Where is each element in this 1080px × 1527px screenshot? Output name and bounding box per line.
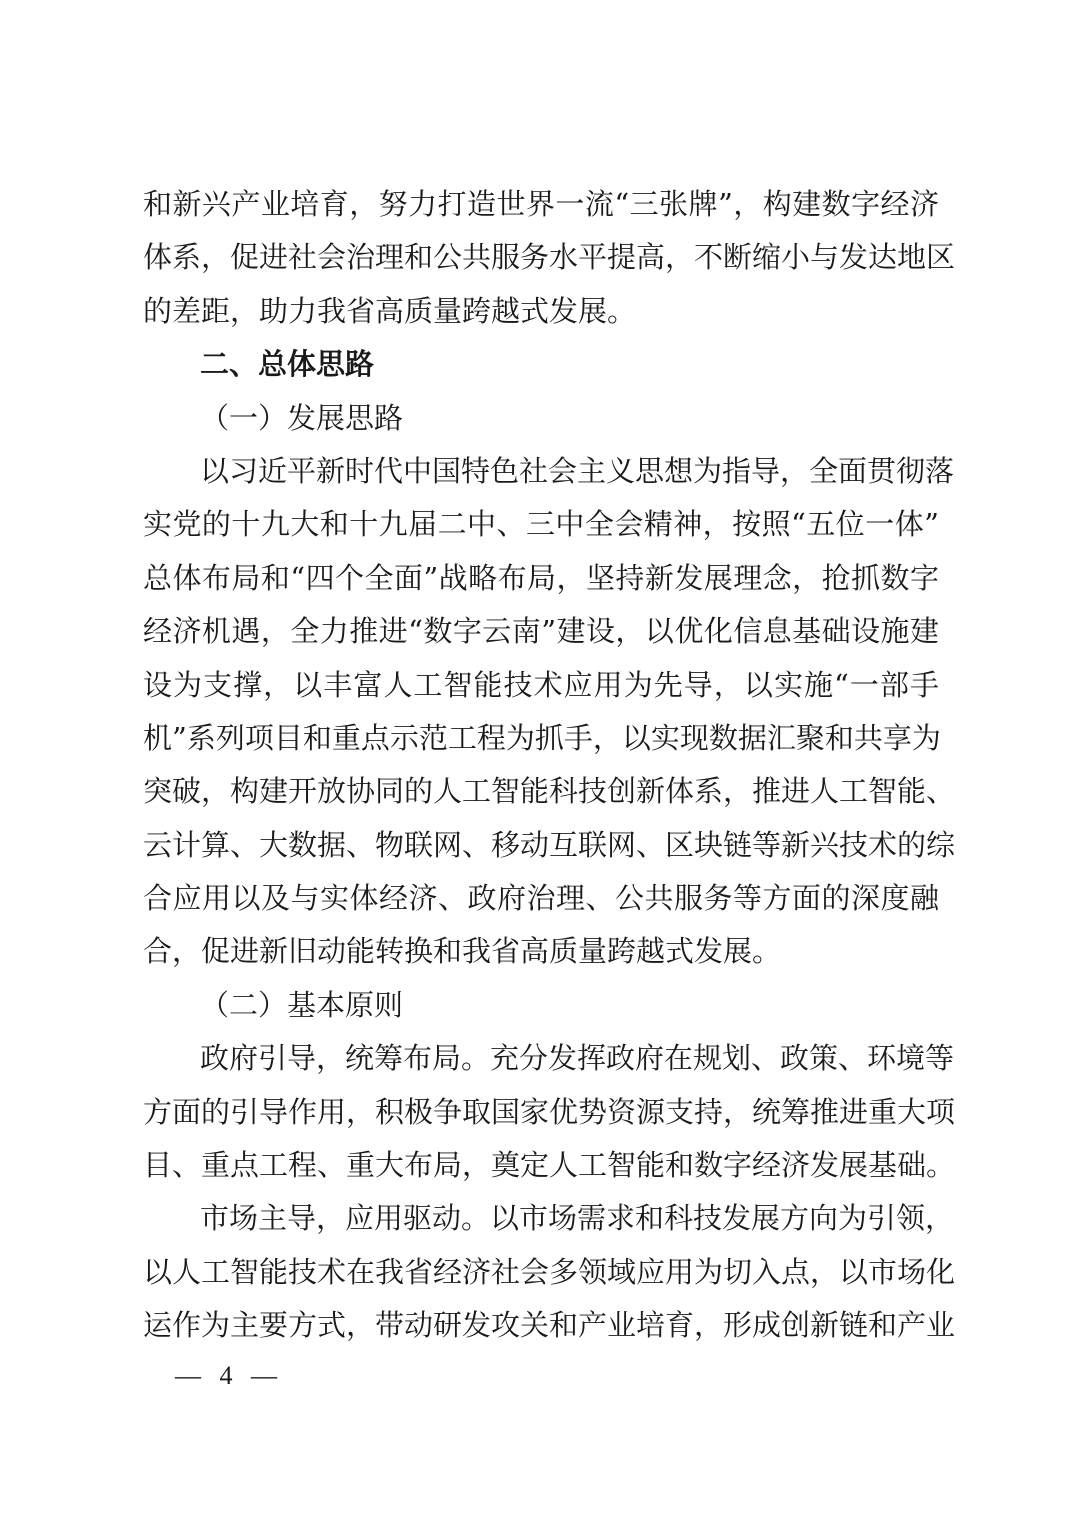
text-line: 方面的引导作用，积极争取国家优势资源支持，统筹推进重大项	[143, 1094, 956, 1129]
text-line: 以人工智能技术在我省经济社会多领域应用为切入点，以市场化	[143, 1254, 956, 1289]
text-line: 市场主导，应用驱动。以市场需求和科技发展方向为引领，	[200, 1201, 955, 1236]
text-line: 体系，促进社会治理和公共服务水平提高，不断缩小与发达地区	[143, 240, 956, 275]
document-body	[143, 178, 956, 1353]
text-line: 合，促进新旧动能转换和我省高质量跨越式发展。	[143, 934, 782, 969]
page-number: — 4 —	[175, 1361, 283, 1390]
text-line: 和新兴产业培育，努力打造世界一流“三张牌”，构建数字经济	[143, 187, 939, 221]
text-line: 突破，构建开放协同的人工智能科技创新体系，推进人工智能、	[143, 774, 956, 809]
text-line: 云计算、大数据、物联网、移动互联网、区块链等新兴技术的综	[143, 827, 956, 862]
text-line: 总体布局和“四个全面”战略布局，坚持新发展理念，抢抓数字	[143, 560, 939, 595]
text-line: 经济机遇，全力推进“数字云南”建设，以优化信息基础设施建	[143, 614, 939, 649]
text-line: 设为支撑，以丰富人工智能技术应用为先导，以实施“一部手	[143, 667, 939, 702]
subsection-heading: （一）发展思路	[200, 400, 404, 435]
text-line: 实党的十九大和十九届二中、三中全会精神，按照“五位一体”	[143, 507, 939, 542]
text-line: 机”系列项目和重点示范工程为抓手，以实现数据汇聚和共享为	[143, 720, 941, 755]
subsection-heading: （二）基本原则	[200, 987, 404, 1022]
text-line: 政府引导，统筹布局。充分发挥政府在规划、政策、环境等	[200, 1041, 955, 1076]
text-line: 运作为主要方式，带动研发攻关和产业培育，形成创新链和产业	[143, 1308, 956, 1343]
text-line: 合应用以及与实体经济、政府治理、公共服务等方面的深度融	[143, 881, 939, 916]
text-line: 以习近平新时代中国特色社会主义思想为指导，全面贯彻落	[200, 453, 955, 488]
text-line: 目、重点工程、重大布局，奠定人工智能和数字经济发展基础。	[143, 1148, 956, 1183]
section-heading: 二、总体思路	[200, 347, 375, 382]
text-line: 的差距，助力我省高质量跨越式发展。	[143, 293, 637, 328]
